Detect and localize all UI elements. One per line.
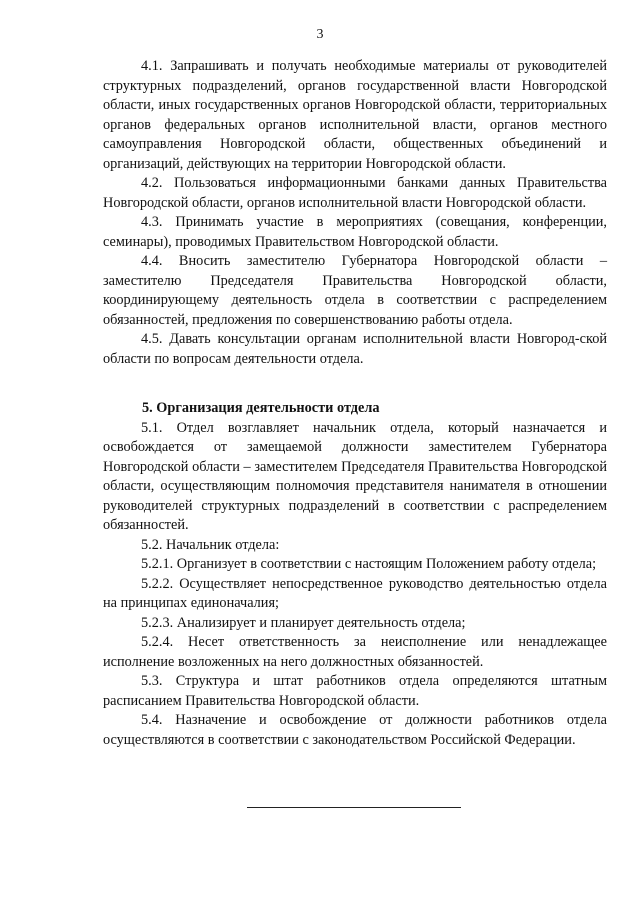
paragraph-4-3: 4.3. Принимать участие в мероприятиях (совещания, конференции, семинары), проводимых Правительством Новгородской области.	[103, 214, 607, 250]
paragraph-4-2: 4.2. Пользоваться информационными банками данных Правительства Новгородской области, органов исполнительной власти Новгородской области.	[103, 175, 607, 211]
paragraph-5-2-2: 5.2.2. Осуществляет непосредственное руководство деятельностью отдела на принципах единоначалия;	[103, 575, 607, 611]
document-body	[103, 57, 607, 750]
paragraph-5-3: 5.3. Структура и штат работников отдела определяются штатным расписанием Правительства Новгородской области.	[103, 673, 607, 709]
section-5-title: 5. Организация деятельности отдела	[142, 400, 380, 416]
paragraph-4-1: 4.1. Запрашивать и получать необходимые материалы от руководителей структурных подразделений, органов государственной власти Новгородской области, иных государственных органов Новгородской области, территориальных органов федеральных органов исполнительной власти, органов местного самоуправления Новгородской области, общественных объединений и организаций, действующих на территории Новгородской области.	[103, 58, 607, 172]
paragraph-4-4: 4.4. Вносить заместителю Губернатора Новгородской области – заместителю Председателя Правительства Новгородской области, координирующему деятельность отдела в соответствии с распределением обязанностей, предложения по совершенствованию работы отдела.	[103, 253, 607, 328]
paragraph-5-4: 5.4. Назначение и освобождение от должности работников отдела осуществляются в соответствии с законодательством Российской Федерации.	[103, 712, 607, 748]
paragraph-5-2-3: 5.2.3. Анализирует и планирует деятельность отдела;	[141, 614, 466, 631]
paragraph-4-5: 4.5. Давать консультации органам исполнительной власти Новгород-ской области по вопросам деятельности отдела.	[103, 331, 607, 367]
closing-rule	[247, 807, 461, 808]
paragraph-5-2: 5.2. Начальник отдела:	[141, 536, 280, 553]
page-number: 3	[316, 27, 324, 42]
paragraph-5-2-1: 5.2.1. Организует в соответствии с настоящим Положением работу отдела;	[141, 556, 597, 572]
paragraph-5-2-4: 5.2.4. Несет ответственность за неисполнение или ненадлежащее исполнение возложенных на него должностных обязанностей.	[103, 634, 607, 670]
paragraph-5-1: 5.1. Отдел возглавляет начальник отдела, который назначается и освобождается от замещаемой должности заместителем Губернатора Новгородской области – заместителем Председателя Правительства Новгородской области, осуществляющим полномочия представителя нанимателя в отношении руководителей структурных подразделений в соответствии с распределением обязанностей.	[103, 419, 607, 533]
